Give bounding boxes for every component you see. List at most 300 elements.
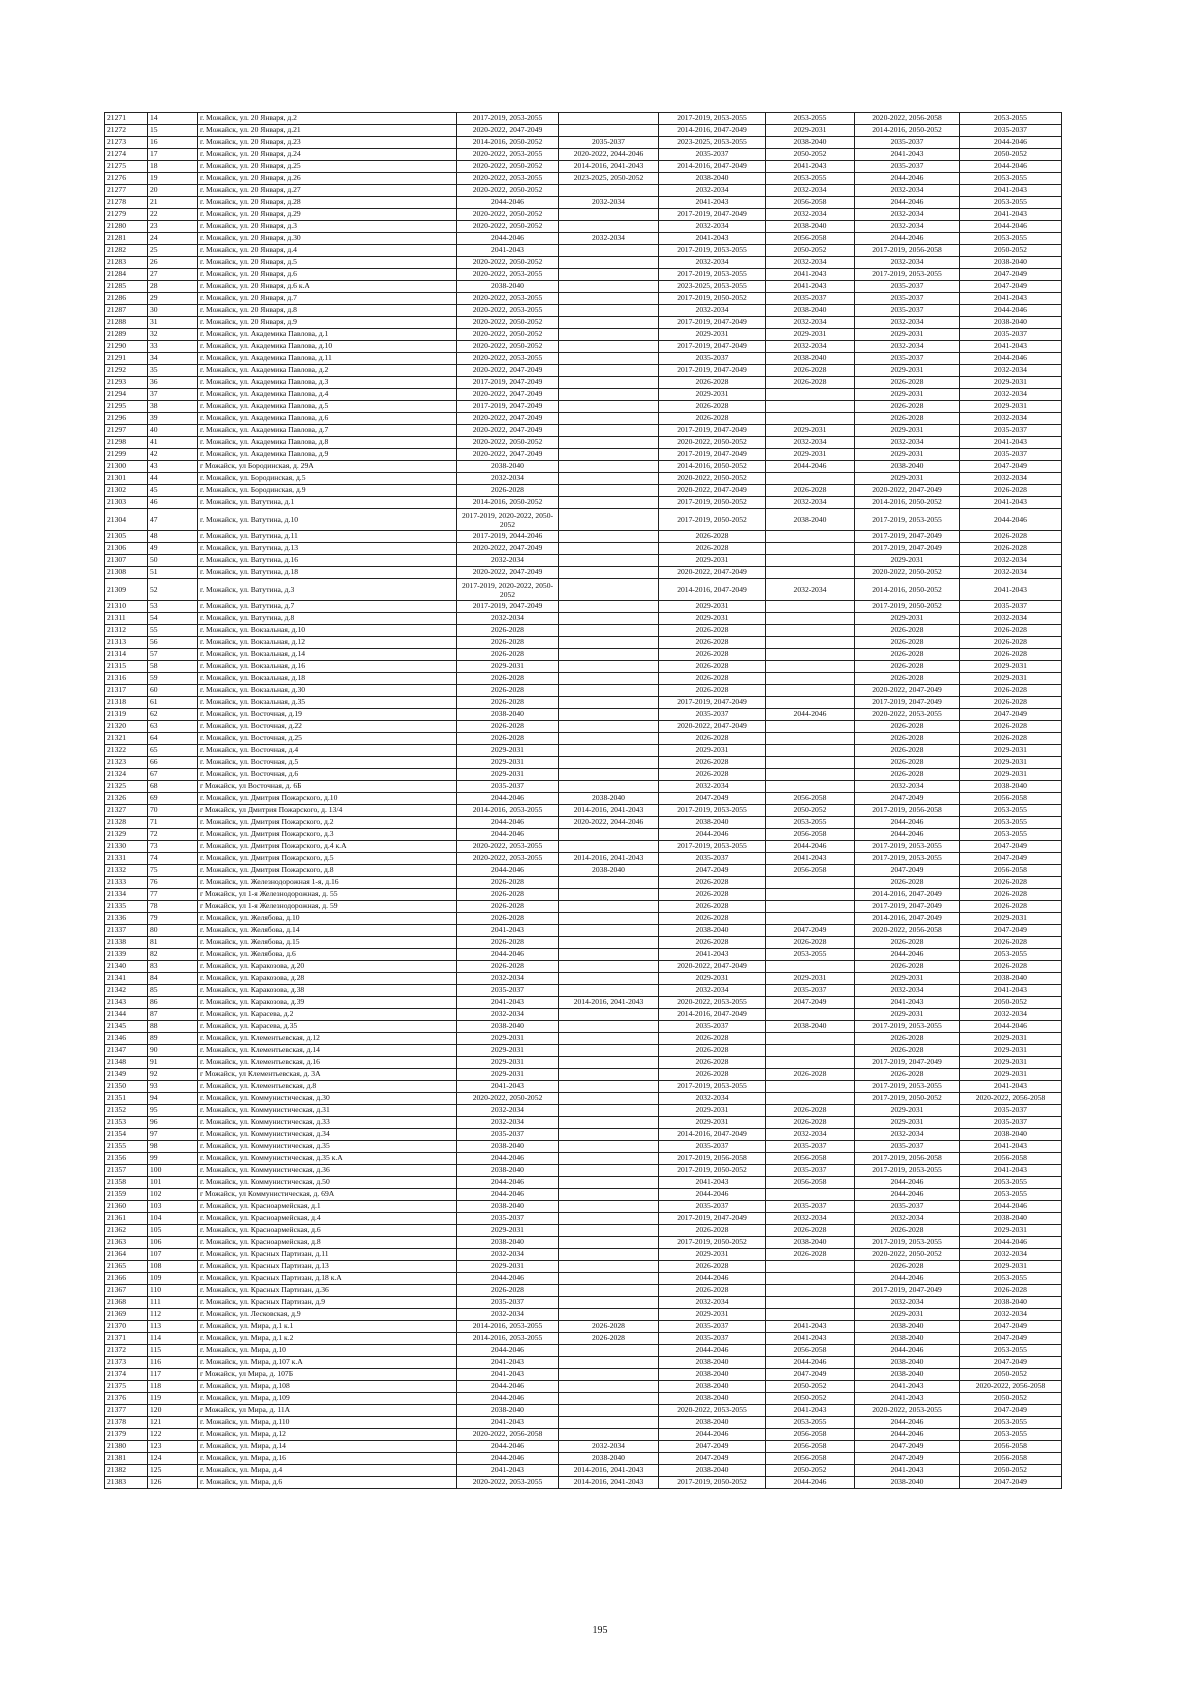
cell-period: 2026-2028 (659, 1285, 766, 1297)
cell-period: 2026-2028 (855, 673, 960, 685)
cell-record-id: 21290 (105, 341, 148, 353)
cell-record-id: 21277 (105, 185, 148, 197)
cell-period (766, 757, 855, 769)
cell-period (559, 757, 659, 769)
cell-number: 99 (148, 1153, 198, 1165)
cell-period: 2026-2028 (855, 1033, 960, 1045)
cell-period: 2017-2019, 2056-2058 (855, 805, 960, 817)
table-row (105, 745, 1062, 757)
cell-period: 2014-2016, 2041-2043 (559, 1477, 659, 1489)
cell-period (559, 579, 659, 601)
cell-period: 2029-2031 (855, 1117, 960, 1129)
cell-period: 2026-2028 (457, 485, 559, 497)
cell-period: 2017-2019, 2020-2022, 2050-2052 (457, 579, 559, 601)
cell-number: 47 (148, 509, 198, 531)
table-row (105, 769, 1062, 781)
cell-number: 77 (148, 889, 198, 901)
cell-period: 2053-2055 (960, 113, 1062, 125)
cell-record-id: 21336 (105, 913, 148, 925)
cell-period (559, 961, 659, 973)
cell-address: г Можайск, ул 1-я Железнодорожная, д. 59 (198, 901, 457, 913)
cell-period: 2038-2040 (766, 353, 855, 365)
cell-period (559, 269, 659, 281)
table-row (105, 925, 1062, 937)
cell-number: 27 (148, 269, 198, 281)
table-row (105, 1285, 1062, 1297)
cell-period: 2032-2034 (457, 1009, 559, 1021)
cell-period: 2032-2034 (766, 579, 855, 601)
cell-period (559, 1369, 659, 1381)
cell-address: г. Можайск, ул. Мира, д.6 (198, 1477, 457, 1489)
cell-period: 2032-2034 (960, 389, 1062, 401)
cell-period: 2029-2031 (457, 745, 559, 757)
cell-period (766, 769, 855, 781)
cell-period: 2029-2031 (960, 673, 1062, 685)
cell-period: 2050-2052 (766, 805, 855, 817)
cell-record-id: 21357 (105, 1165, 148, 1177)
cell-period: 2020-2022, 2050-2052 (457, 209, 559, 221)
table-row (105, 1225, 1062, 1237)
cell-record-id: 21314 (105, 649, 148, 661)
cell-period: 2029-2031 (457, 1033, 559, 1045)
table-row (105, 1093, 1062, 1105)
cell-period (559, 769, 659, 781)
cell-period: 2053-2055 (960, 1345, 1062, 1357)
cell-address: г. Можайск, ул. Ватутина, д.11 (198, 531, 457, 543)
cell-period: 2020-2022, 2047-2049 (457, 543, 559, 555)
cell-period: 2053-2055 (960, 1417, 1062, 1429)
cell-period: 2017-2019, 2047-2049 (855, 697, 960, 709)
cell-number: 78 (148, 901, 198, 913)
cell-period: 2038-2040 (855, 1321, 960, 1333)
cell-period: 2044-2046 (855, 1417, 960, 1429)
cell-period: 2029-2031 (855, 329, 960, 341)
table-row (105, 817, 1062, 829)
cell-period: 2038-2040 (659, 173, 766, 185)
cell-address: г. Можайск, ул. Вокзальная, д.30 (198, 685, 457, 697)
cell-period: 2032-2034 (855, 185, 960, 197)
table-row (105, 1141, 1062, 1153)
cell-period: 2038-2040 (457, 1201, 559, 1213)
cell-period: 2029-2031 (855, 613, 960, 625)
cell-period: 2056-2058 (960, 1453, 1062, 1465)
cell-period: 2041-2043 (855, 1381, 960, 1393)
cell-period: 2047-2049 (855, 1453, 960, 1465)
cell-period: 2020-2022, 2053-2055 (457, 305, 559, 317)
cell-period: 2032-2034 (855, 985, 960, 997)
cell-record-id: 21366 (105, 1273, 148, 1285)
cell-period: 2026-2028 (559, 1321, 659, 1333)
cell-period: 2035-2037 (457, 1213, 559, 1225)
cell-address: г. Можайск, ул. Красноармейская, д.8 (198, 1237, 457, 1249)
table-row (105, 449, 1062, 461)
cell-period: 2041-2043 (960, 497, 1062, 509)
cell-record-id: 21274 (105, 149, 148, 161)
cell-record-id: 21371 (105, 1333, 148, 1345)
table-row (105, 661, 1062, 673)
cell-period: 2014-2016, 2050-2052 (457, 497, 559, 509)
cell-period (559, 497, 659, 509)
cell-period (766, 745, 855, 757)
cell-address: г. Можайск, ул. Клементьевская, д.16 (198, 1057, 457, 1069)
cell-period: 2050-2052 (960, 245, 1062, 257)
cell-period: 2020-2022, 2044-2046 (559, 817, 659, 829)
cell-address: г. Можайск, ул. Вокзальная, д.12 (198, 637, 457, 649)
cell-number: 116 (148, 1357, 198, 1369)
cell-period: 2029-2031 (960, 1033, 1062, 1045)
cell-period: 2041-2043 (960, 579, 1062, 601)
cell-period (559, 745, 659, 757)
table-row (105, 293, 1062, 305)
cell-record-id: 21358 (105, 1177, 148, 1189)
cell-period (559, 413, 659, 425)
cell-period (559, 1009, 659, 1021)
cell-address: г. Можайск, ул. Ватутина, д.1 (198, 497, 457, 509)
table-row (105, 567, 1062, 579)
cell-period: 2017-2019, 2050-2052 (659, 509, 766, 531)
cell-period: 2026-2028 (659, 1057, 766, 1069)
table-row (105, 1417, 1062, 1429)
cell-period: 2035-2037 (659, 709, 766, 721)
cell-period (559, 485, 659, 497)
cell-period: 2035-2037 (457, 1129, 559, 1141)
cell-address: г. Можайск, ул. Красных Партизан, д.9 (198, 1297, 457, 1309)
cell-period: 2038-2040 (766, 1021, 855, 1033)
cell-address: г. Можайск, ул. 20 Января, д.4 (198, 245, 457, 257)
cell-period: 2044-2046 (766, 461, 855, 473)
cell-period: 2038-2040 (659, 1357, 766, 1369)
cell-period: 2032-2034 (855, 1129, 960, 1141)
table-row (105, 1441, 1062, 1453)
cell-number: 98 (148, 1141, 198, 1153)
cell-record-id: 21282 (105, 245, 148, 257)
cell-address: г. Можайск, ул. 20 Января, д.6 (198, 269, 457, 281)
cell-period: 2029-2031 (766, 973, 855, 985)
cell-period: 2047-2049 (659, 793, 766, 805)
cell-period: 2017-2019, 2050-2052 (855, 1093, 960, 1105)
cell-period: 2026-2028 (960, 649, 1062, 661)
table-row (105, 1057, 1062, 1069)
cell-period: 2047-2049 (766, 1369, 855, 1381)
cell-period: 2038-2040 (960, 1213, 1062, 1225)
table-row (105, 1009, 1062, 1021)
cell-address: г Можайск, ул Восточная, д. 6Б (198, 781, 457, 793)
cell-period: 2041-2043 (457, 1417, 559, 1429)
cell-address: г. Можайск, ул. Дмитрия Пожарского, д.8 (198, 865, 457, 877)
cell-record-id: 21285 (105, 281, 148, 293)
table-row (105, 1237, 1062, 1249)
cell-number: 20 (148, 185, 198, 197)
cell-period (559, 1417, 659, 1429)
cell-period: 2044-2046 (855, 829, 960, 841)
cell-period: 2017-2019, 2047-2049 (659, 317, 766, 329)
cell-period: 2026-2028 (659, 649, 766, 661)
cell-period: 2017-2019, 2047-2049 (659, 697, 766, 709)
cell-address: г. Можайск, ул. Ватутина, д.10 (198, 509, 457, 531)
cell-address: г. Можайск, ул. Ватутина, д.13 (198, 543, 457, 555)
cell-number: 125 (148, 1465, 198, 1477)
cell-period: 2029-2031 (457, 1045, 559, 1057)
cell-period: 2026-2028 (659, 1045, 766, 1057)
cell-period: 2017-2019, 2020-2022, 2050-2052 (457, 509, 559, 531)
cell-period (559, 661, 659, 673)
cell-period: 2047-2049 (960, 709, 1062, 721)
cell-period: 2032-2034 (766, 497, 855, 509)
cell-number: 107 (148, 1249, 198, 1261)
cell-period: 2050-2052 (960, 997, 1062, 1009)
cell-period: 2026-2028 (559, 1333, 659, 1345)
cell-period: 2032-2034 (855, 257, 960, 269)
cell-period: 2044-2046 (960, 221, 1062, 233)
cell-period: 2017-2019, 2050-2052 (659, 1477, 766, 1489)
table-row (105, 509, 1062, 531)
cell-period: 2017-2019, 2053-2055 (659, 841, 766, 853)
cell-record-id: 21280 (105, 221, 148, 233)
cell-period: 2044-2046 (855, 1273, 960, 1285)
cell-period: 2020-2022, 2050-2052 (457, 341, 559, 353)
cell-period: 2017-2019, 2047-2049 (659, 449, 766, 461)
table-row (105, 281, 1062, 293)
cell-period: 2044-2046 (457, 1453, 559, 1465)
cell-period: 2038-2040 (559, 1453, 659, 1465)
table-row (105, 161, 1062, 173)
table-row (105, 721, 1062, 733)
cell-period: 2035-2037 (766, 1141, 855, 1153)
cell-number: 109 (148, 1273, 198, 1285)
cell-period: 2035-2037 (960, 449, 1062, 461)
cell-period: 2041-2043 (766, 161, 855, 173)
cell-number: 52 (148, 579, 198, 601)
cell-period: 2032-2034 (855, 1213, 960, 1225)
cell-period: 2020-2022, 2053-2055 (457, 269, 559, 281)
cell-record-id: 21327 (105, 805, 148, 817)
cell-number: 58 (148, 661, 198, 673)
cell-period: 2017-2019, 2047-2049 (855, 543, 960, 555)
cell-period: 2044-2046 (855, 197, 960, 209)
cell-period (559, 341, 659, 353)
cell-number: 111 (148, 1297, 198, 1309)
cell-period: 2026-2028 (766, 1249, 855, 1261)
cell-period: 2035-2037 (659, 1321, 766, 1333)
cell-record-id: 21291 (105, 353, 148, 365)
cell-period: 2035-2037 (766, 1165, 855, 1177)
cell-period: 2038-2040 (457, 281, 559, 293)
cell-period (559, 221, 659, 233)
cell-number: 15 (148, 125, 198, 137)
table-row (105, 377, 1062, 389)
cell-period: 2017-2019, 2053-2055 (659, 1081, 766, 1093)
cell-address: г. Можайск, ул. 20 Января, д.24 (198, 149, 457, 161)
cell-period: 2017-2019, 2053-2055 (659, 245, 766, 257)
cell-address: г. Можайск, ул. Красных Партизан, д.36 (198, 1285, 457, 1297)
cell-record-id: 21318 (105, 697, 148, 709)
cell-period: 2017-2019, 2056-2058 (659, 1153, 766, 1165)
cell-period: 2017-2019, 2053-2055 (855, 269, 960, 281)
cell-address: г. Можайск, ул. 20 Января, д.30 (198, 233, 457, 245)
cell-address: г. Можайск, ул. Коммунистическая, д.50 (198, 1177, 457, 1189)
cell-period: 2056-2058 (766, 1441, 855, 1453)
cell-period: 2047-2049 (766, 997, 855, 1009)
cell-period: 2026-2028 (659, 937, 766, 949)
cell-period (559, 1225, 659, 1237)
cell-period (559, 1189, 659, 1201)
cell-period: 2050-2052 (766, 1393, 855, 1405)
cell-period: 2041-2043 (960, 985, 1062, 997)
cell-period: 2035-2037 (855, 281, 960, 293)
table-row (105, 793, 1062, 805)
cell-period: 2017-2019, 2050-2052 (659, 293, 766, 305)
cell-record-id: 21360 (105, 1201, 148, 1213)
cell-number: 92 (148, 1069, 198, 1081)
cell-period: 2029-2031 (855, 425, 960, 437)
cell-period: 2029-2031 (960, 745, 1062, 757)
cell-period (559, 601, 659, 613)
cell-period (766, 601, 855, 613)
cell-period: 2053-2055 (960, 817, 1062, 829)
cell-period: 2026-2028 (659, 913, 766, 925)
cell-record-id: 21375 (105, 1381, 148, 1393)
cell-record-id: 21356 (105, 1153, 148, 1165)
cell-period: 2035-2037 (457, 1297, 559, 1309)
cell-period: 2017-2019, 2053-2055 (855, 841, 960, 853)
cell-period (559, 567, 659, 579)
cell-period (559, 1057, 659, 1069)
cell-number: 90 (148, 1045, 198, 1057)
cell-period: 2041-2043 (960, 185, 1062, 197)
cell-record-id: 21331 (105, 853, 148, 865)
cell-period (559, 637, 659, 649)
page-number: 195 (592, 1625, 608, 1636)
cell-period: 2026-2028 (960, 901, 1062, 913)
cell-period: 2026-2028 (855, 1225, 960, 1237)
cell-period: 2032-2034 (766, 341, 855, 353)
cell-period (766, 401, 855, 413)
cell-period: 2038-2040 (855, 1477, 960, 1489)
cell-period: 2041-2043 (960, 209, 1062, 221)
cell-period: 2044-2046 (457, 865, 559, 877)
cell-period: 2020-2022, 2050-2052 (457, 1093, 559, 1105)
cell-address: г. Можайск, ул. Красноармейская, д.4 (198, 1213, 457, 1225)
cell-number: 82 (148, 949, 198, 961)
cell-address: г. Можайск, ул. Желябова, д.15 (198, 937, 457, 949)
cell-period: 2044-2046 (659, 829, 766, 841)
cell-period: 2044-2046 (457, 233, 559, 245)
table-row (105, 1177, 1062, 1189)
cell-period: 2032-2034 (659, 305, 766, 317)
cell-period: 2044-2046 (659, 1345, 766, 1357)
table-row (105, 137, 1062, 149)
cell-record-id: 21289 (105, 329, 148, 341)
cell-record-id: 21302 (105, 485, 148, 497)
table-row (105, 1453, 1062, 1465)
cell-period: 2014-2016, 2047-2049 (659, 125, 766, 137)
cell-number: 88 (148, 1021, 198, 1033)
cell-address: г Можайск, ул Коммунистическая, д. 69А (198, 1189, 457, 1201)
cell-period: 2014-2016, 2053-2055 (457, 1321, 559, 1333)
cell-period: 2053-2055 (766, 949, 855, 961)
cell-period: 2044-2046 (457, 1273, 559, 1285)
cell-period (559, 1261, 659, 1273)
cell-period: 2035-2037 (766, 1201, 855, 1213)
cell-period: 2038-2040 (960, 781, 1062, 793)
cell-period: 2035-2037 (855, 305, 960, 317)
table-row (105, 1381, 1062, 1393)
cell-period: 2026-2028 (960, 733, 1062, 745)
cell-record-id: 21369 (105, 1309, 148, 1321)
cell-period: 2023-2025, 2053-2055 (659, 281, 766, 293)
cell-address: г. Можайск, ул. Дмитрия Пожарского, д.10 (198, 793, 457, 805)
cell-period: 2038-2040 (457, 461, 559, 473)
cell-period: 2035-2037 (659, 149, 766, 161)
cell-record-id: 21273 (105, 137, 148, 149)
cell-period: 2026-2028 (766, 1117, 855, 1129)
cell-period: 2026-2028 (766, 1069, 855, 1081)
cell-record-id: 21286 (105, 293, 148, 305)
cell-period: 2020-2022, 2050-2052 (457, 317, 559, 329)
cell-period (766, 697, 855, 709)
cell-address: г. Можайск, ул. Академика Павлова, д.4 (198, 389, 457, 401)
cell-period: 2050-2052 (960, 1369, 1062, 1381)
cell-record-id: 21311 (105, 613, 148, 625)
cell-period: 2056-2058 (766, 1453, 855, 1465)
cell-period: 2020-2022, 2047-2049 (457, 413, 559, 425)
cell-address: г. Можайск, ул. Дмитрия Пожарского, д.3 (198, 829, 457, 841)
cell-period: 2029-2031 (659, 555, 766, 567)
cell-period: 2032-2034 (659, 1297, 766, 1309)
cell-period: 2044-2046 (457, 197, 559, 209)
cell-period (766, 389, 855, 401)
cell-period: 2035-2037 (855, 353, 960, 365)
cell-record-id: 21287 (105, 305, 148, 317)
cell-number: 45 (148, 485, 198, 497)
cell-record-id: 21343 (105, 997, 148, 1009)
cell-period: 2020-2022, 2053-2055 (457, 853, 559, 865)
cell-period: 2026-2028 (457, 637, 559, 649)
cell-address: г. Можайск, ул. Дмитрия Пожарского, д.4 к.А (198, 841, 457, 853)
cell-period: 2029-2031 (960, 913, 1062, 925)
cell-number: 124 (148, 1453, 198, 1465)
cell-period (766, 543, 855, 555)
table-row (105, 531, 1062, 543)
cell-period (559, 781, 659, 793)
cell-period: 2041-2043 (960, 341, 1062, 353)
cell-period: 2026-2028 (960, 937, 1062, 949)
cell-period: 2056-2058 (960, 865, 1062, 877)
cell-period: 2035-2037 (659, 353, 766, 365)
cell-period: 2041-2043 (855, 1393, 960, 1405)
cell-period: 2029-2031 (659, 1105, 766, 1117)
cell-period: 2014-2016, 2047-2049 (855, 913, 960, 925)
cell-period: 2041-2043 (766, 269, 855, 281)
cell-period (559, 673, 659, 685)
cell-record-id: 21346 (105, 1033, 148, 1045)
cell-period: 2050-2052 (960, 1393, 1062, 1405)
cell-period: 2020-2022, 2053-2055 (457, 353, 559, 365)
cell-period: 2026-2028 (855, 757, 960, 769)
cell-period: 2017-2019, 2053-2055 (855, 1165, 960, 1177)
cell-period: 2026-2028 (960, 543, 1062, 555)
cell-address: г. Можайск, ул. Вокзальная, д.18 (198, 673, 457, 685)
cell-address: г. Можайск, ул. Клементьевская, д.8 (198, 1081, 457, 1093)
cell-period: 2014-2016, 2050-2052 (855, 497, 960, 509)
cell-period: 2017-2019, 2047-2049 (855, 531, 960, 543)
cell-record-id: 21300 (105, 461, 148, 473)
cell-number: 42 (148, 449, 198, 461)
table-row (105, 1201, 1062, 1213)
cell-period: 2044-2046 (855, 817, 960, 829)
cell-period (559, 1237, 659, 1249)
cell-period: 2047-2049 (855, 865, 960, 877)
